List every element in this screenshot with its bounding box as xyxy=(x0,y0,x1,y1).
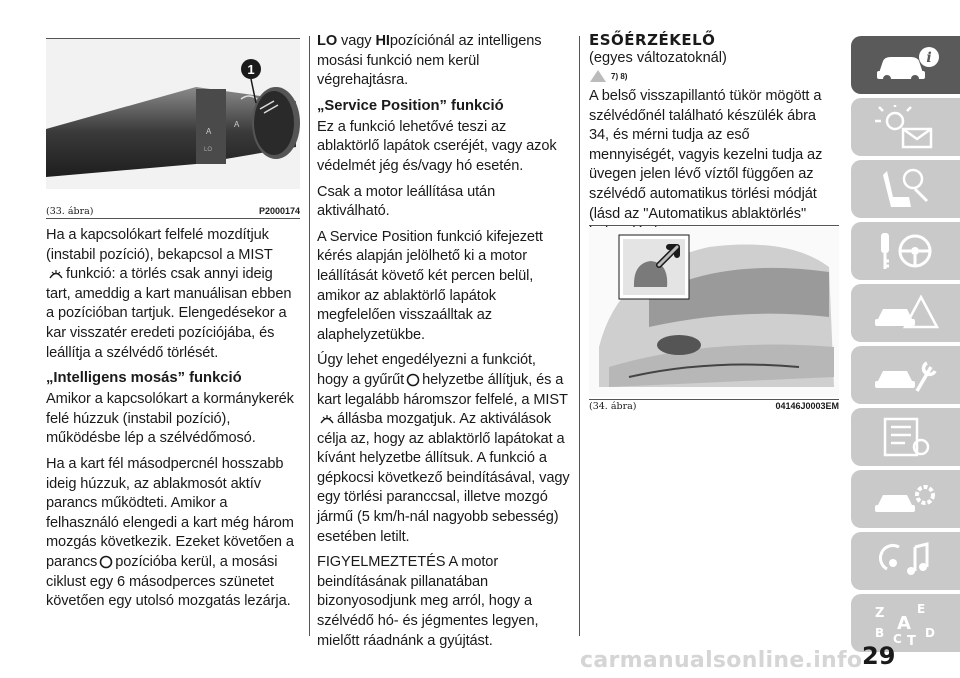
tab-car-info[interactable] xyxy=(851,36,960,94)
figure-code: 04146J0003EM xyxy=(775,401,839,411)
off-ring-icon xyxy=(99,555,113,569)
lights-warning-icon xyxy=(871,105,941,149)
svg-text:i: i xyxy=(925,50,932,66)
caption-rule xyxy=(46,218,300,219)
mist-wiper-icon xyxy=(319,413,335,425)
figure-33-caption xyxy=(46,206,300,217)
service-position-heading: „Service Position” funkció xyxy=(317,97,504,114)
svg-text:A: A xyxy=(206,127,212,136)
alphabet-index-icon xyxy=(871,601,941,645)
multimedia-icon xyxy=(871,539,941,583)
svg-text:Z: Z xyxy=(874,606,884,621)
hi-label: HI xyxy=(375,33,390,49)
lo-hi-text: pozíciónál az intelligens mosási funkció nem kerül végrehajtásra. xyxy=(317,33,542,89)
mist-text-a: Ha a kapcsolókart felfelé mozdítjuk (instabil pozíció), bekapcsol a MIST xyxy=(46,227,273,263)
column-2 xyxy=(317,32,570,657)
reference-marks xyxy=(589,69,839,83)
mist-text-b: funkció: a törlés csak annyi ideig tart, ameddig a kart manuálisan ebben a pozícióban tartjuk. Elengedésekor a kar visszatér eredeti pozíciójába, és leállítja a szélvédő törlését. xyxy=(46,266,292,361)
wiper-stalk-illustration xyxy=(46,39,300,189)
figure-34-rain-sensor xyxy=(589,227,839,397)
mist-wiper-icon xyxy=(48,268,64,280)
col1-text xyxy=(46,226,300,618)
car-crash-warning-icon xyxy=(871,291,941,335)
svg-text:E: E xyxy=(916,602,925,616)
watermark-text: carmanualsonline.info xyxy=(580,648,863,673)
reference-numbers: 7) 8) xyxy=(611,71,628,81)
tab-starting-driving[interactable] xyxy=(851,222,960,280)
warning-paragraph: FIGYELMEZTETÉS A motor beindításának pillanatában bizonyosodjunk meg arról, hogy a szélvédő hó- és jégmentes legyen, mielőtt ráadnánk a gyújtást. xyxy=(317,554,539,649)
page-number: 29 xyxy=(862,642,896,670)
key-steering-wheel-icon xyxy=(871,229,941,273)
svg-text:C: C xyxy=(892,632,902,645)
callout-number: 1 xyxy=(247,62,255,77)
figure-label: (33. ábra) xyxy=(46,206,94,217)
intelligent-wash-paragraph: Amikor a kapcsolókart a kormánykerék felé húzzuk (instabil pozíció), működésbe lép a szélvédőmosó. xyxy=(46,391,294,447)
svg-text:B: B xyxy=(874,626,884,640)
lo-hi-paragraph xyxy=(317,32,570,91)
or-word: vagy xyxy=(341,33,372,49)
tab-lights-warnings[interactable] xyxy=(851,98,960,156)
enable-text-b: helyzetbe állítjuk, és a kart legalább háromszor felfelé, a MIST xyxy=(317,371,568,408)
enable-text-c: állásba mozgatjuk. Az aktiválások célja az, hogy az ablaktörlő lapátokat a kívánt helyzetbe állítsuk. A funkció a gépkocsi következő beindításával, vagy egy törlési paranccsal, illetve mozgó jármű (5 km/h-nál nagyobb sebesség) esetében letilt. xyxy=(317,411,570,545)
mist-paragraph xyxy=(46,226,300,363)
lo-label: LO xyxy=(317,33,338,49)
wash-cycle-paragraph xyxy=(46,455,300,612)
tab-maintenance[interactable] xyxy=(851,408,960,466)
seat-airbag-icon xyxy=(871,167,941,211)
figure-code: P2000174 xyxy=(258,206,300,216)
warning-reference-icon xyxy=(589,69,607,83)
figure-33-wiper-stalk xyxy=(46,38,300,188)
variants-note: (egyes változatoknál) xyxy=(589,50,727,66)
svg-text:D: D xyxy=(924,626,935,640)
car-front-illustration xyxy=(589,227,839,397)
service-position-paragraph: Ez a funkció lehetővé teszi az ablaktörlő lapátok cseréjét, vagy azok védelmét jég és/vagy hó esetén. xyxy=(317,118,557,174)
maintenance-list-icon xyxy=(871,415,941,459)
column-divider xyxy=(309,36,310,636)
wash-cycle-text-a: Ha a kart fél másodpercnél hosszabb ideig húzzuk, az ablakmosót aktív parancs működteti. Amikor a felhasználó elengedi a kart még három mozgás következik. Ezeket követően a parancs xyxy=(46,455,294,570)
figure-rule xyxy=(589,225,839,226)
tab-multimedia[interactable] xyxy=(851,532,960,590)
svg-text:A: A xyxy=(234,120,240,129)
svg-text:A: A xyxy=(896,613,911,634)
rain-sensor-heading: ESŐÉRZÉKELŐ xyxy=(589,31,716,49)
tab-specifications[interactable] xyxy=(851,470,960,528)
service-request-paragraph: A Service Position funkció kifejezett kérés alapján jelölhető ki a motor leállítását követő két percen belül, amikor az ablaktörlő lapátok megfelelően visszaálltak az alaphelyzetükbe. xyxy=(317,228,543,343)
figure-34-caption xyxy=(589,401,839,412)
car-info-icon xyxy=(871,45,941,85)
enable-text-a: Úgy lehet engedélyezni a funkciót, hogy a gyűrűt xyxy=(317,352,536,388)
svg-text:T: T xyxy=(906,634,916,645)
caption-rule xyxy=(589,399,839,400)
wash-cycle-text-b: pozícióba kerül, a mosási ciklust egy 6 másodperces szünetet követően egy utolsó mozgatás lezárja. xyxy=(46,553,291,610)
specs-gear-icon xyxy=(871,477,941,521)
intelligent-wash-heading: „Intelligens mosás” funkció xyxy=(46,370,242,387)
figure-label: (34. ábra) xyxy=(589,401,637,412)
rain-sensor-paragraph: A belső visszapillantó tükör mögött a szélvédőnél található készülék ábra 34, és mérni tudja az eső mennyiségét, vagyis kezelni tudja az üvegen jelen lévő víztől függően az szélvédő automatikus törlési módját (lásd az "Automatikus ablaktörlés" xyxy=(589,88,823,222)
column-3 xyxy=(589,31,839,412)
tab-safety[interactable] xyxy=(851,160,960,218)
car-wrench-icon xyxy=(871,353,941,397)
enable-function-paragraph xyxy=(317,351,570,547)
engine-off-paragraph: Csak a motor leállítása után aktiválható. xyxy=(317,183,496,220)
off-ring-icon xyxy=(406,373,420,387)
column-divider xyxy=(579,36,580,636)
svg-text:LO: LO xyxy=(204,147,213,153)
tab-emergency[interactable] xyxy=(851,284,960,342)
tab-servicing[interactable] xyxy=(851,346,960,404)
